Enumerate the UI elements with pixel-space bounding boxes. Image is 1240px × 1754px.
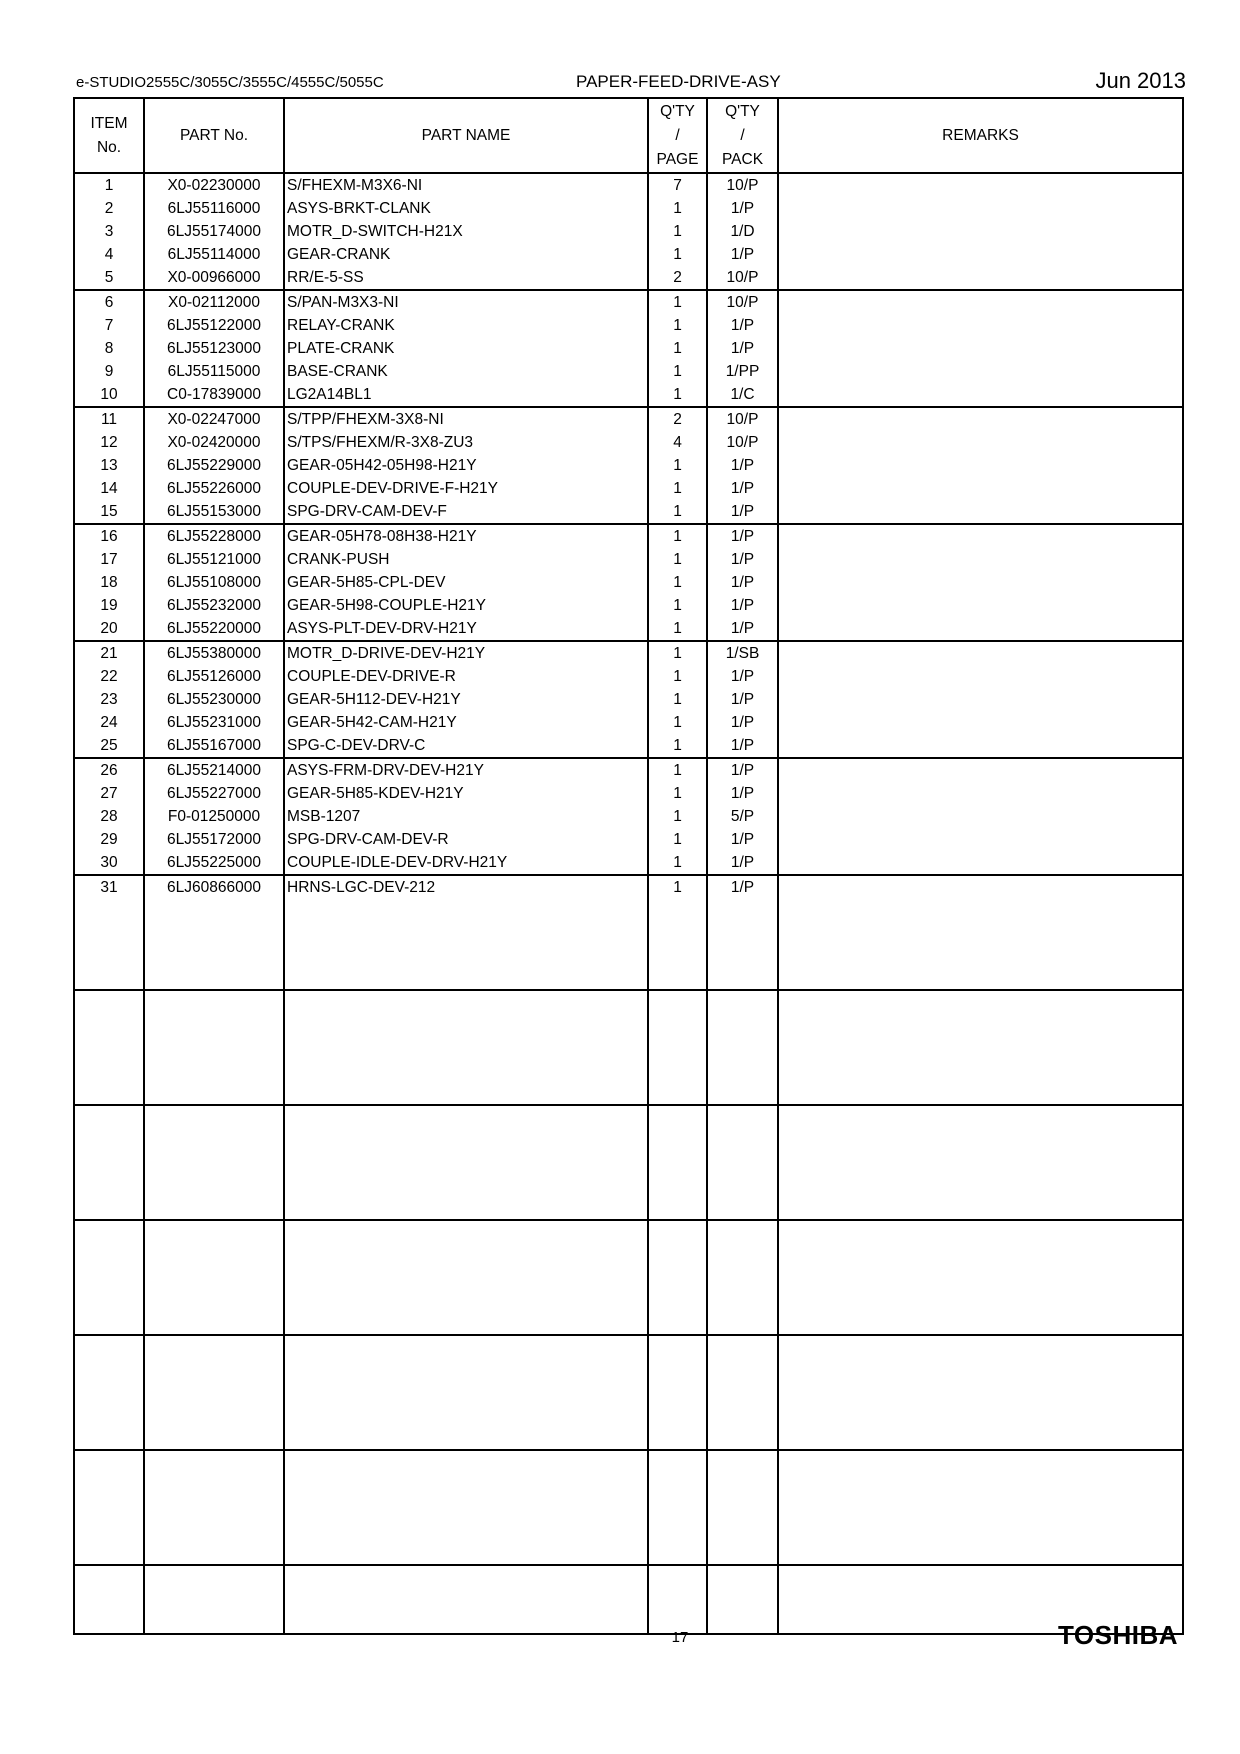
empty-cell (648, 1565, 707, 1634)
table-row (74, 571, 1183, 594)
page-header (76, 68, 1186, 96)
table-row (74, 337, 1183, 360)
cell-item-no: 25 (74, 734, 144, 758)
empty-row (74, 1565, 1183, 1634)
cell-qty-page: 1 (648, 500, 707, 524)
empty-cell (648, 1335, 707, 1450)
cell-part-no: 6LJ55227000 (144, 782, 284, 805)
table-row (74, 688, 1183, 711)
cell-qty-pack: 10/P (707, 431, 778, 454)
empty-cell (144, 990, 284, 1105)
cell-item-no: 7 (74, 314, 144, 337)
cell-part-no: 6LJ55231000 (144, 711, 284, 734)
col-header-part-name: PART NAME (284, 98, 648, 173)
table-row (74, 220, 1183, 243)
cell-qty-page: 1 (648, 805, 707, 828)
cell-item-no: 3 (74, 220, 144, 243)
empty-cell (778, 899, 1183, 990)
cell-remarks (778, 828, 1183, 851)
cell-part-name: RELAY-CRANK (284, 314, 648, 337)
cell-part-no: 6LJ55220000 (144, 617, 284, 641)
cell-part-no: 6LJ55172000 (144, 828, 284, 851)
cell-remarks (778, 594, 1183, 617)
cell-part-no: 6LJ55230000 (144, 688, 284, 711)
cell-remarks (778, 477, 1183, 500)
empty-cell (707, 1220, 778, 1335)
col-header-remarks: REMARKS (778, 98, 1183, 173)
empty-cell (707, 899, 778, 990)
cell-item-no: 14 (74, 477, 144, 500)
cell-part-no: 6LJ55226000 (144, 477, 284, 500)
cell-part-name: HRNS-LGC-DEV-212 (284, 875, 648, 899)
cell-qty-page: 1 (648, 314, 707, 337)
cell-part-no: X0-02420000 (144, 431, 284, 454)
cell-part-no: 6LJ60866000 (144, 875, 284, 899)
cell-qty-page: 1 (648, 758, 707, 782)
cell-remarks (778, 524, 1183, 548)
table-row (74, 243, 1183, 266)
empty-cell (778, 1220, 1183, 1335)
cell-qty-page: 1 (648, 243, 707, 266)
cell-part-no: 6LJ55126000 (144, 665, 284, 688)
cell-qty-page: 1 (648, 337, 707, 360)
cell-part-name: COUPLE-DEV-DRIVE-R (284, 665, 648, 688)
cell-item-no: 22 (74, 665, 144, 688)
cell-remarks (778, 314, 1183, 337)
cell-item-no: 28 (74, 805, 144, 828)
cell-remarks (778, 220, 1183, 243)
cell-qty-page: 1 (648, 197, 707, 220)
cell-part-name: GEAR-CRANK (284, 243, 648, 266)
empty-cell (648, 990, 707, 1105)
empty-row (74, 990, 1183, 1105)
cell-qty-page: 1 (648, 220, 707, 243)
empty-cell (144, 1335, 284, 1450)
table-row (74, 875, 1183, 899)
cell-part-no: 6LJ55121000 (144, 548, 284, 571)
cell-item-no: 20 (74, 617, 144, 641)
cell-part-name: GEAR-5H85-CPL-DEV (284, 571, 648, 594)
empty-cell (74, 899, 144, 990)
cell-part-name: COUPLE-DEV-DRIVE-F-H21Y (284, 477, 648, 500)
table-row (74, 266, 1183, 290)
cell-qty-page: 1 (648, 734, 707, 758)
cell-item-no: 19 (74, 594, 144, 617)
cell-remarks (778, 758, 1183, 782)
cell-item-no: 11 (74, 407, 144, 431)
cell-part-no: F0-01250000 (144, 805, 284, 828)
cell-qty-pack: 1/P (707, 711, 778, 734)
cell-remarks (778, 548, 1183, 571)
cell-part-name: SPG-C-DEV-DRV-C (284, 734, 648, 758)
cell-part-name: RR/E-5-SS (284, 266, 648, 290)
empty-cell (284, 899, 648, 990)
cell-part-name: SPG-DRV-CAM-DEV-F (284, 500, 648, 524)
cell-part-name: GEAR-05H78-08H38-H21Y (284, 524, 648, 548)
cell-item-no: 6 (74, 290, 144, 314)
cell-part-no: 6LJ55114000 (144, 243, 284, 266)
empty-cell (648, 1450, 707, 1565)
cell-item-no: 21 (74, 641, 144, 665)
cell-item-no: 8 (74, 337, 144, 360)
cell-qty-pack: 1/C (707, 383, 778, 407)
table-row (74, 383, 1183, 407)
cell-qty-pack: 1/P (707, 688, 778, 711)
cell-remarks (778, 407, 1183, 431)
cell-item-no: 10 (74, 383, 144, 407)
cell-qty-pack: 1/P (707, 548, 778, 571)
empty-cell (707, 1450, 778, 1565)
cell-part-name: ASYS-FRM-DRV-DEV-H21Y (284, 758, 648, 782)
empty-cell (144, 1450, 284, 1565)
cell-remarks (778, 383, 1183, 407)
cell-remarks (778, 571, 1183, 594)
cell-qty-page: 1 (648, 524, 707, 548)
empty-cell (778, 990, 1183, 1105)
cell-part-no: 6LJ55115000 (144, 360, 284, 383)
cell-qty-page: 1 (648, 782, 707, 805)
cell-part-name: GEAR-5H85-KDEV-H21Y (284, 782, 648, 805)
cell-part-name: COUPLE-IDLE-DEV-DRV-H21Y (284, 851, 648, 875)
cell-part-name: PLATE-CRANK (284, 337, 648, 360)
empty-cell (284, 990, 648, 1105)
cell-qty-pack: 1/P (707, 617, 778, 641)
cell-part-name: S/TPS/FHEXM/R-3X8-ZU3 (284, 431, 648, 454)
empty-cell (284, 1335, 648, 1450)
empty-cell (707, 1105, 778, 1220)
table-row (74, 173, 1183, 197)
table-row (74, 828, 1183, 851)
cell-part-name: CRANK-PUSH (284, 548, 648, 571)
table-row (74, 594, 1183, 617)
cell-item-no: 18 (74, 571, 144, 594)
empty-row (74, 1220, 1183, 1335)
cell-item-no: 23 (74, 688, 144, 711)
cell-item-no: 5 (74, 266, 144, 290)
table-row (74, 500, 1183, 524)
cell-remarks (778, 734, 1183, 758)
parts-table-body (74, 173, 1183, 1634)
cell-qty-pack: 1/P (707, 851, 778, 875)
cell-remarks (778, 454, 1183, 477)
table-row (74, 407, 1183, 431)
cell-remarks (778, 266, 1183, 290)
table-row (74, 782, 1183, 805)
col-header-qty-pack: Q'TY / PACK (707, 98, 778, 173)
cell-remarks (778, 500, 1183, 524)
table-row (74, 290, 1183, 314)
cell-qty-pack: 1/P (707, 197, 778, 220)
cell-qty-pack: 10/P (707, 290, 778, 314)
cell-remarks (778, 641, 1183, 665)
cell-item-no: 2 (74, 197, 144, 220)
empty-cell (707, 990, 778, 1105)
empty-cell (648, 1220, 707, 1335)
cell-part-name: MSB-1207 (284, 805, 648, 828)
cell-qty-page: 1 (648, 711, 707, 734)
cell-qty-page: 2 (648, 266, 707, 290)
table-row (74, 524, 1183, 548)
empty-cell (707, 1335, 778, 1450)
col-header-qty-page: Q'TY / PAGE (648, 98, 707, 173)
cell-item-no: 26 (74, 758, 144, 782)
empty-cell (778, 1105, 1183, 1220)
cell-qty-pack: 1/P (707, 477, 778, 500)
empty-cell (778, 1335, 1183, 1450)
cell-qty-page: 1 (648, 851, 707, 875)
cell-remarks (778, 173, 1183, 197)
cell-remarks (778, 290, 1183, 314)
table-row (74, 360, 1183, 383)
cell-item-no: 12 (74, 431, 144, 454)
cell-remarks (778, 851, 1183, 875)
empty-cell (144, 1565, 284, 1634)
cell-qty-page: 1 (648, 641, 707, 665)
cell-item-no: 29 (74, 828, 144, 851)
parts-table (73, 97, 1184, 1635)
cell-qty-page: 1 (648, 594, 707, 617)
empty-cell (648, 899, 707, 990)
empty-cell (284, 1565, 648, 1634)
empty-row (74, 1335, 1183, 1450)
cell-part-no: 6LJ55229000 (144, 454, 284, 477)
cell-qty-page: 1 (648, 454, 707, 477)
cell-remarks (778, 711, 1183, 734)
cell-part-name: MOTR_D-SWITCH-H21X (284, 220, 648, 243)
cell-part-no: 6LJ55122000 (144, 314, 284, 337)
cell-part-no: X0-02230000 (144, 173, 284, 197)
col-header-item: ITEM No. (74, 98, 144, 173)
table-row (74, 431, 1183, 454)
cell-qty-page: 1 (648, 828, 707, 851)
cell-qty-pack: 1/PP (707, 360, 778, 383)
assembly-title: PAPER-FEED-DRIVE-ASY (576, 72, 781, 91)
cell-part-no: 6LJ55228000 (144, 524, 284, 548)
table-row (74, 197, 1183, 220)
empty-cell (707, 1565, 778, 1634)
empty-cell (74, 1450, 144, 1565)
model-name: e-STUDIO2555C/3055C/3555C/4555C/5055C (76, 74, 384, 91)
table-row (74, 805, 1183, 828)
table-row (74, 314, 1183, 337)
cell-item-no: 24 (74, 711, 144, 734)
cell-part-no: 6LJ55174000 (144, 220, 284, 243)
cell-qty-pack: 1/P (707, 665, 778, 688)
cell-part-name: BASE-CRANK (284, 360, 648, 383)
empty-cell (144, 899, 284, 990)
empty-cell (284, 1450, 648, 1565)
empty-cell (144, 1220, 284, 1335)
cell-part-no: 6LJ55116000 (144, 197, 284, 220)
cell-qty-pack: 1/P (707, 454, 778, 477)
cell-qty-pack: 1/P (707, 782, 778, 805)
empty-cell (74, 1335, 144, 1450)
empty-cell (74, 1565, 144, 1634)
cell-qty-pack: 1/P (707, 875, 778, 899)
cell-part-no: 6LJ55108000 (144, 571, 284, 594)
cell-part-no: X0-00966000 (144, 266, 284, 290)
empty-cell (74, 990, 144, 1105)
cell-remarks (778, 337, 1183, 360)
cell-qty-pack: 1/P (707, 314, 778, 337)
cell-qty-pack: 10/P (707, 266, 778, 290)
cell-qty-pack: 1/P (707, 337, 778, 360)
cell-qty-page: 1 (648, 875, 707, 899)
cell-qty-page: 1 (648, 477, 707, 500)
cell-item-no: 16 (74, 524, 144, 548)
cell-qty-page: 1 (648, 360, 707, 383)
col-header-part-no: PART No. (144, 98, 284, 173)
cell-part-name: MOTR_D-DRIVE-DEV-H21Y (284, 641, 648, 665)
table-row (74, 758, 1183, 782)
cell-qty-pack: 1/SB (707, 641, 778, 665)
cell-part-name: GEAR-5H98-COUPLE-H21Y (284, 594, 648, 617)
table-row (74, 548, 1183, 571)
brand-logo: TOSHIBA (1057, 1620, 1178, 1650)
cell-remarks (778, 243, 1183, 266)
cell-part-no: 6LJ55123000 (144, 337, 284, 360)
empty-cell (74, 1220, 144, 1335)
empty-row (74, 899, 1183, 990)
page-number: 17 (671, 1629, 689, 1646)
table-row (74, 711, 1183, 734)
cell-part-name: SPG-DRV-CAM-DEV-R (284, 828, 648, 851)
cell-remarks (778, 688, 1183, 711)
cell-qty-pack: 1/P (707, 734, 778, 758)
empty-cell (648, 1105, 707, 1220)
cell-qty-pack: 5/P (707, 805, 778, 828)
cell-part-no: X0-02112000 (144, 290, 284, 314)
cell-qty-page: 4 (648, 431, 707, 454)
cell-part-name: LG2A14BL1 (284, 383, 648, 407)
cell-item-no: 9 (74, 360, 144, 383)
cell-qty-page: 1 (648, 548, 707, 571)
cell-part-no: C0-17839000 (144, 383, 284, 407)
cell-qty-pack: 1/D (707, 220, 778, 243)
cell-part-no: 6LJ55380000 (144, 641, 284, 665)
cell-qty-page: 1 (648, 617, 707, 641)
issue-date: Jun 2013 (1095, 68, 1186, 93)
cell-remarks (778, 665, 1183, 688)
cell-part-no: 6LJ55167000 (144, 734, 284, 758)
cell-part-no: 6LJ55153000 (144, 500, 284, 524)
cell-qty-page: 7 (648, 173, 707, 197)
table-row (74, 665, 1183, 688)
table-row (74, 617, 1183, 641)
cell-part-name: ASYS-BRKT-CLANK (284, 197, 648, 220)
cell-item-no: 17 (74, 548, 144, 571)
cell-qty-pack: 1/P (707, 594, 778, 617)
cell-remarks (778, 360, 1183, 383)
cell-item-no: 30 (74, 851, 144, 875)
cell-qty-page: 1 (648, 383, 707, 407)
cell-part-no: 6LJ55232000 (144, 594, 284, 617)
cell-qty-page: 1 (648, 665, 707, 688)
table-row (74, 734, 1183, 758)
empty-cell (144, 1105, 284, 1220)
table-row (74, 641, 1183, 665)
cell-remarks (778, 782, 1183, 805)
cell-remarks (778, 617, 1183, 641)
cell-part-name: GEAR-5H42-CAM-H21Y (284, 711, 648, 734)
cell-qty-pack: 1/P (707, 571, 778, 594)
cell-qty-page: 1 (648, 571, 707, 594)
cell-part-name: S/FHEXM-M3X6-NI (284, 173, 648, 197)
cell-remarks (778, 431, 1183, 454)
cell-remarks (778, 197, 1183, 220)
cell-part-no: 6LJ55214000 (144, 758, 284, 782)
cell-qty-pack: 1/P (707, 524, 778, 548)
cell-qty-page: 1 (648, 688, 707, 711)
cell-part-name: GEAR-5H112-DEV-H21Y (284, 688, 648, 711)
table-header-row (74, 98, 1183, 173)
empty-cell (284, 1220, 648, 1335)
cell-part-name: S/TPP/FHEXM-3X8-NI (284, 407, 648, 431)
cell-item-no: 27 (74, 782, 144, 805)
cell-item-no: 1 (74, 173, 144, 197)
cell-part-name: ASYS-PLT-DEV-DRV-H21Y (284, 617, 648, 641)
cell-part-no: X0-02247000 (144, 407, 284, 431)
cell-item-no: 31 (74, 875, 144, 899)
cell-qty-pack: 1/P (707, 243, 778, 266)
cell-qty-pack: 1/P (707, 828, 778, 851)
empty-cell (284, 1105, 648, 1220)
cell-item-no: 4 (74, 243, 144, 266)
cell-qty-page: 2 (648, 407, 707, 431)
cell-item-no: 15 (74, 500, 144, 524)
cell-remarks (778, 805, 1183, 828)
empty-cell (74, 1105, 144, 1220)
cell-qty-pack: 1/P (707, 500, 778, 524)
cell-remarks (778, 875, 1183, 899)
table-row (74, 477, 1183, 500)
cell-qty-pack: 10/P (707, 173, 778, 197)
cell-item-no: 13 (74, 454, 144, 477)
cell-qty-pack: 1/P (707, 758, 778, 782)
cell-qty-page: 1 (648, 290, 707, 314)
empty-row (74, 1450, 1183, 1565)
table-row (74, 454, 1183, 477)
cell-part-no: 6LJ55225000 (144, 851, 284, 875)
cell-part-name: GEAR-05H42-05H98-H21Y (284, 454, 648, 477)
cell-qty-pack: 10/P (707, 407, 778, 431)
table-row (74, 851, 1183, 875)
empty-cell (778, 1450, 1183, 1565)
cell-part-name: S/PAN-M3X3-NI (284, 290, 648, 314)
empty-row (74, 1105, 1183, 1220)
